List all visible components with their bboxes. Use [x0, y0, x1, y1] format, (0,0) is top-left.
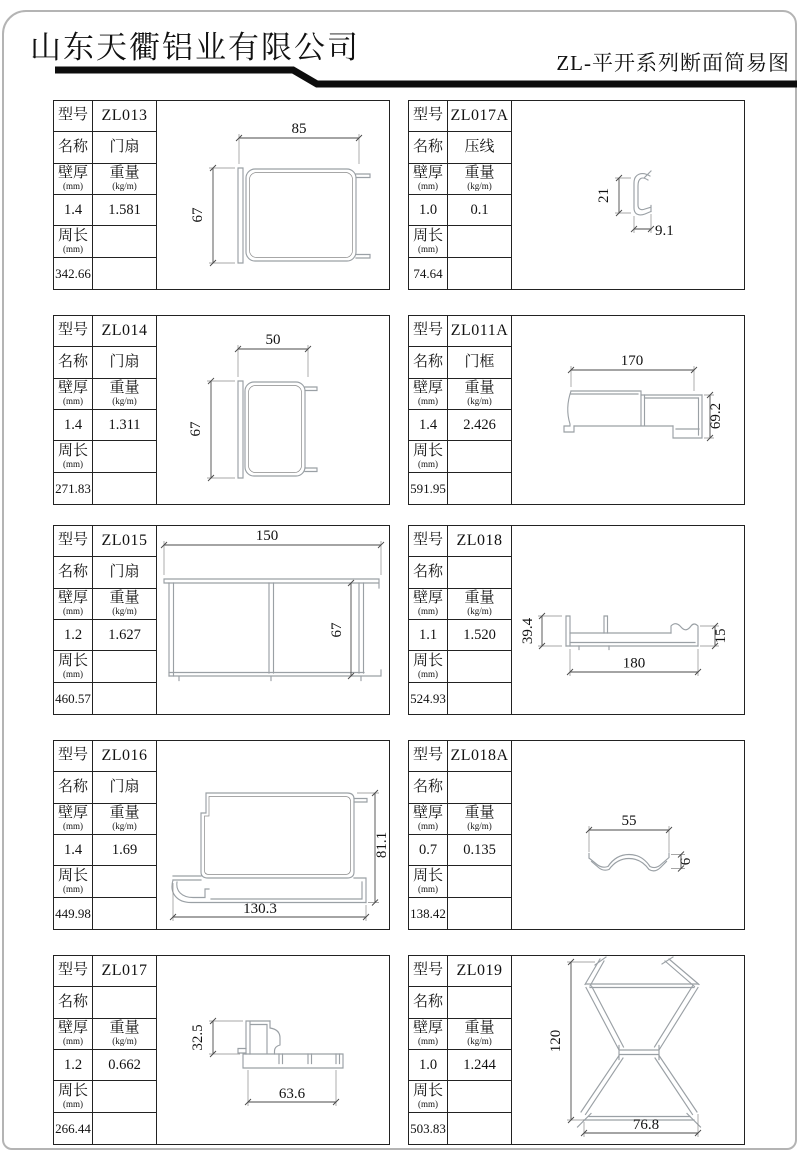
thickness-label: 壁厚 (mm) [54, 164, 93, 195]
thickness-label: 壁厚 (mm) [54, 1019, 93, 1050]
thickness-value: 1.2 [54, 620, 93, 651]
dim-label: 85 [291, 121, 307, 137]
thickness-value: 1.4 [54, 835, 93, 866]
spec-table [409, 316, 512, 504]
empty-cell [448, 258, 512, 289]
name-label: 名称 [409, 772, 448, 803]
profile-panel-zl019 [408, 955, 745, 1145]
dim-label: 67 [190, 207, 206, 223]
thickness-label: 壁厚 (mm) [409, 164, 448, 195]
spec-table [54, 316, 157, 504]
empty-cell [93, 1113, 157, 1144]
empty-cell [93, 683, 157, 714]
profile-drawing-zl015 [157, 526, 390, 713]
name-label: 名称 [409, 987, 448, 1018]
weight-value: 1.69 [93, 835, 157, 866]
profile-outline [586, 984, 698, 988]
profile-outline [201, 793, 354, 878]
profile-panel-zl017a [408, 100, 745, 290]
name-value: 压线 [448, 132, 512, 163]
model-label: 型号 [409, 526, 448, 557]
weight-label: 重量 (kg/m) [93, 804, 157, 835]
model-label: 型号 [409, 316, 448, 347]
profile-panel-zl011a [408, 315, 745, 505]
perimeter-label: 周长 (mm) [409, 651, 448, 682]
profile-drawing-zl017a [512, 101, 745, 288]
thickness-label: 壁厚 (mm) [409, 1019, 448, 1050]
profile-outline [246, 1021, 270, 1054]
thickness-value: 1.2 [54, 1050, 93, 1081]
dim-label: 180 [622, 655, 646, 672]
thickness-label: 壁厚 (mm) [54, 804, 93, 835]
empty-cell [448, 898, 512, 929]
weight-label: 重量 (kg/m) [93, 379, 157, 410]
weight-value: 1.627 [93, 620, 157, 651]
series-title: ZL-平开系列断面简易图 [556, 51, 790, 75]
model-value: ZL011A [448, 316, 512, 347]
profile-outline [164, 579, 379, 588]
name-value: 门扇 [93, 132, 157, 163]
model-value: ZL017A [448, 101, 512, 132]
name-label: 名称 [54, 772, 93, 803]
perimeter-value: 503.83 [409, 1113, 448, 1144]
dim-label: 39.4 [520, 617, 536, 645]
spec-table [409, 101, 512, 289]
profile-drawing-zl011a [512, 316, 745, 503]
thickness-value: 1.1 [409, 620, 448, 651]
empty-cell [448, 1113, 512, 1144]
perimeter-value: 524.93 [409, 683, 448, 714]
thickness-label: 壁厚 (mm) [409, 379, 448, 410]
perimeter-label: 周长 (mm) [409, 441, 448, 472]
spec-table [54, 956, 157, 1144]
weight-value: 1.520 [448, 620, 512, 651]
model-value: ZL016 [93, 741, 157, 772]
name-label: 名称 [54, 987, 93, 1018]
name-value [448, 557, 512, 588]
header-rule [0, 0, 800, 100]
model-value: ZL013 [93, 101, 157, 132]
empty-cell [93, 258, 157, 289]
empty-cell [93, 651, 157, 682]
perimeter-value: 74.64 [409, 258, 448, 289]
dim-label: 120 [548, 1029, 564, 1053]
name-label: 名称 [409, 557, 448, 588]
dim-label: 55 [621, 813, 637, 829]
weight-label: 重量 (kg/m) [448, 379, 512, 410]
spec-table [409, 956, 512, 1144]
model-value: ZL017 [93, 956, 157, 987]
empty-cell [93, 1081, 157, 1112]
profile-drawing-zl018a [512, 741, 745, 928]
profile-outline [571, 391, 702, 398]
perimeter-value: 591.95 [409, 473, 448, 504]
thickness-value: 0.7 [409, 835, 448, 866]
empty-cell [93, 473, 157, 504]
model-value: ZL018 [448, 526, 512, 557]
dim-label: 76.8 [632, 1117, 660, 1133]
thickness-label: 壁厚 (mm) [54, 589, 93, 620]
profile-outline [238, 168, 243, 263]
spec-table [54, 741, 157, 929]
weight-value: 0.662 [93, 1050, 157, 1081]
model-label: 型号 [54, 526, 93, 557]
thickness-label: 壁厚 (mm) [54, 379, 93, 410]
thickness-value: 1.4 [54, 410, 93, 441]
profile-outline [589, 853, 669, 868]
empty-cell [448, 683, 512, 714]
empty-cell [93, 226, 157, 257]
profile-outline [566, 616, 570, 646]
empty-cell [448, 1081, 512, 1112]
dim-label: 21 [596, 188, 612, 203]
name-value [93, 987, 157, 1018]
model-label: 型号 [409, 956, 448, 987]
weight-value: 0.135 [448, 835, 512, 866]
perimeter-label: 周长 (mm) [409, 226, 448, 257]
name-value [448, 772, 512, 803]
profile-panel-zl018a [408, 740, 745, 930]
name-value: 门扇 [93, 557, 157, 588]
dim-label: 150 [255, 528, 279, 544]
perimeter-value: 271.83 [54, 473, 93, 504]
name-value: 门扇 [93, 772, 157, 803]
model-label: 型号 [54, 101, 93, 132]
perimeter-value: 138.42 [409, 898, 448, 929]
weight-label: 重量 (kg/m) [448, 1019, 512, 1050]
profile-panel-zl014 [53, 315, 390, 505]
model-label: 型号 [54, 741, 93, 772]
thickness-value: 1.4 [409, 410, 448, 441]
profile-drawing-zl016 [157, 741, 390, 928]
weight-label: 重量 (kg/m) [93, 164, 157, 195]
thickness-value: 1.0 [409, 1050, 448, 1081]
model-label: 型号 [54, 316, 93, 347]
empty-cell [93, 441, 157, 472]
dim-label: 50 [265, 332, 281, 348]
profile-outline [238, 381, 243, 478]
name-value: 门框 [448, 347, 512, 378]
dim-label: 130.3 [243, 901, 277, 917]
weight-value: 1.244 [448, 1050, 512, 1081]
model-value: ZL015 [93, 526, 157, 557]
dim-label: 32.5 [190, 1024, 206, 1051]
dim-label: 9.1 [655, 223, 674, 239]
model-value: ZL018A [448, 741, 512, 772]
spec-table [54, 101, 157, 289]
name-label: 名称 [409, 347, 448, 378]
company-name: 山东天衢铝业有限公司 [30, 30, 360, 65]
profile-drawing-zl013 [157, 101, 390, 288]
perimeter-value: 449.98 [54, 898, 93, 929]
weight-label: 重量 (kg/m) [448, 164, 512, 195]
thickness-value: 1.0 [409, 195, 448, 226]
dim-label: 69.2 [708, 402, 724, 430]
profile-panel-zl018 [408, 525, 745, 715]
profile-panel-zl017 [53, 955, 390, 1145]
weight-label: 重量 (kg/m) [93, 589, 157, 620]
spec-table [54, 526, 157, 714]
perimeter-label: 周长 (mm) [409, 866, 448, 897]
name-value: 门扇 [93, 347, 157, 378]
perimeter-label: 周长 (mm) [54, 226, 93, 257]
perimeter-label: 周长 (mm) [409, 1081, 448, 1112]
name-label: 名称 [54, 347, 93, 378]
profile-panel-zl015 [53, 525, 390, 715]
empty-cell [448, 473, 512, 504]
profile-drawing-zl018 [512, 526, 745, 713]
weight-label: 重量 (kg/m) [448, 804, 512, 835]
model-value: ZL014 [93, 316, 157, 347]
weight-value: 0.1 [448, 195, 512, 226]
thickness-label: 壁厚 (mm) [409, 589, 448, 620]
perimeter-value: 342.66 [54, 258, 93, 289]
perimeter-label: 周长 (mm) [54, 651, 93, 682]
empty-cell [448, 866, 512, 897]
dim-label: 67 [329, 622, 345, 638]
name-label: 名称 [409, 132, 448, 163]
weight-label: 重量 (kg/m) [93, 1019, 157, 1050]
thickness-label: 壁厚 (mm) [409, 804, 448, 835]
weight-value: 2.426 [448, 410, 512, 441]
name-value [448, 987, 512, 1018]
perimeter-label: 周长 (mm) [54, 866, 93, 897]
empty-cell [448, 441, 512, 472]
profile-panel-zl016 [53, 740, 390, 930]
perimeter-value: 266.44 [54, 1113, 93, 1144]
perimeter-value: 460.57 [54, 683, 93, 714]
spec-table [409, 526, 512, 714]
model-value: ZL019 [448, 956, 512, 987]
name-label: 名称 [54, 132, 93, 163]
perimeter-label: 周长 (mm) [54, 441, 93, 472]
model-label: 型号 [409, 741, 448, 772]
thickness-value: 1.4 [54, 195, 93, 226]
profile-drawing-zl017 [157, 956, 390, 1143]
profile-drawing-zl019 [512, 956, 745, 1143]
dim-label: 67 [188, 421, 204, 437]
weight-label: 重量 (kg/m) [448, 589, 512, 620]
profile-panel-zl013 [53, 100, 390, 290]
empty-cell [93, 866, 157, 897]
dim-label: 15 [713, 628, 729, 644]
perimeter-label: 周长 (mm) [54, 1081, 93, 1112]
empty-cell [448, 226, 512, 257]
weight-value: 1.311 [93, 410, 157, 441]
name-label: 名称 [54, 557, 93, 588]
empty-cell [448, 651, 512, 682]
profile-drawing-zl014 [157, 316, 390, 503]
model-label: 型号 [54, 956, 93, 987]
dim-label: 81.1 [374, 831, 390, 859]
dim-label: 63.6 [278, 1086, 306, 1102]
dim-label: 6 [678, 857, 694, 866]
model-label: 型号 [409, 101, 448, 132]
empty-cell [93, 898, 157, 929]
spec-table [409, 741, 512, 929]
dim-label: 170 [620, 353, 644, 369]
weight-value: 1.581 [93, 195, 157, 226]
